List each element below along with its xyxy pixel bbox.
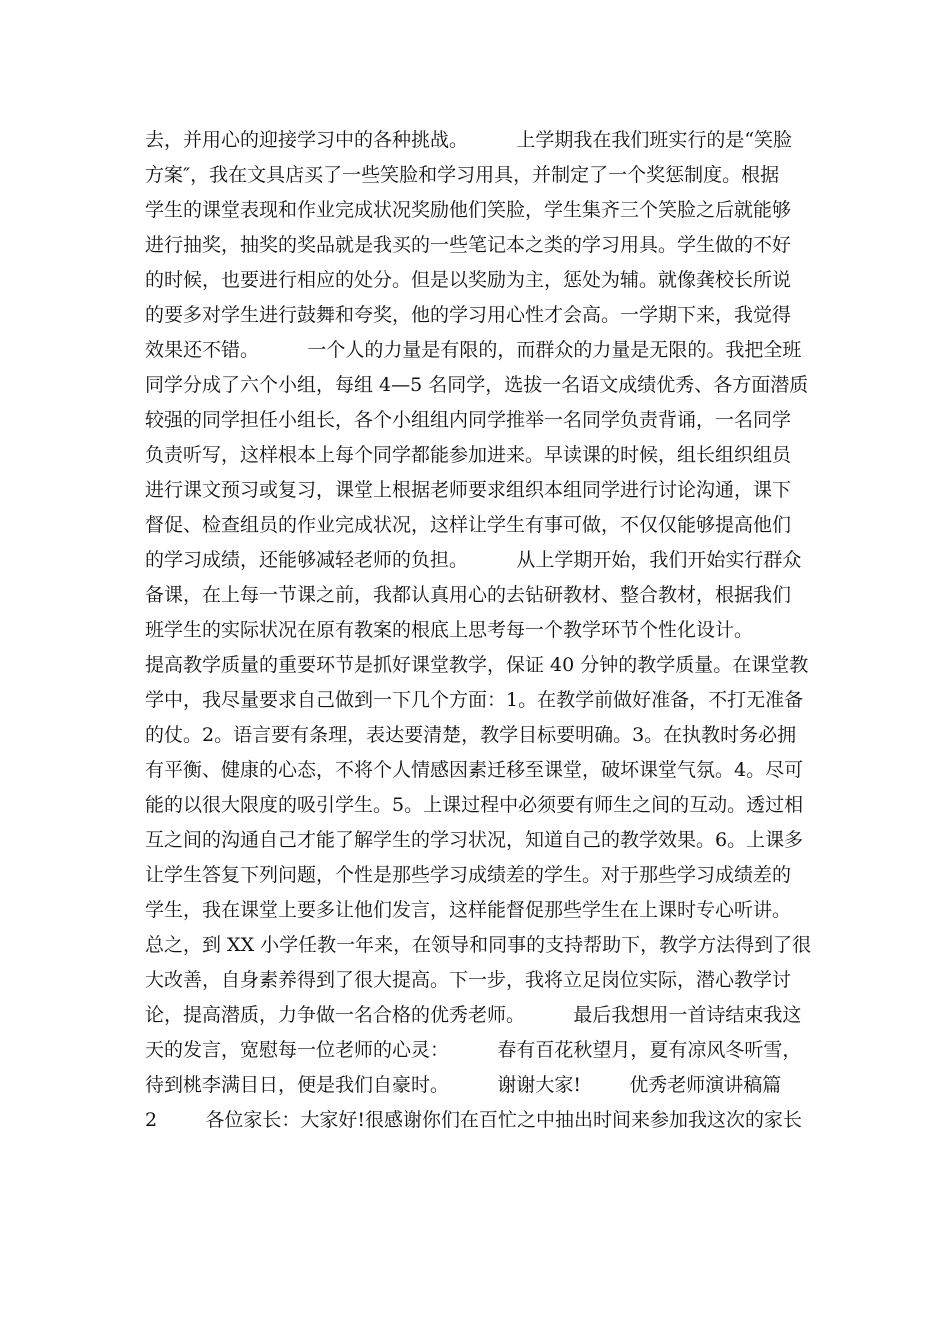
- text-line: 督促、检查组员的作业完成状况，这样让学生有事可做，不仅仅能够提高他们: [145, 514, 792, 536]
- text-line: 进行抽奖，抽奖的奖品就是我买的一些笔记本之类的学习用具。学生做的不好: [145, 234, 792, 256]
- text-line: 进行课文预习或复习，课堂上根据老师要求组织本组同学进行讨论沟通，课下: [145, 479, 792, 501]
- text-line: 论，提高潜质，力争做一名合格的优秀老师。 最后我想用一首诗结束我这: [145, 1004, 802, 1026]
- text-line: 效果还不错。 一个人的力量是有限的，而群众的力量是无限的。我把全班: [145, 339, 802, 361]
- text-line: 同学分成了六个小组，每组 4—5 名同学，选拔一名语文成绩优秀、各方面潜质: [145, 374, 809, 396]
- text-line: 负责听写，这样根本上每个同学都能参加进来。早读课的时候，组长组织组员: [145, 444, 792, 466]
- text-line: 待到桃李满目日，便是我们自豪时。 谢谢大家! 优秀老师演讲稿篇: [145, 1074, 782, 1096]
- text-line: 学生，我在课堂上要多让他们发言，这样能督促那些学生在上课时专心听讲。: [145, 899, 792, 921]
- text-line: 学生的课堂表现和作业完成状况奖励他们笑脸，学生集齐三个笑脸之后就能够: [145, 199, 792, 221]
- text-line: 2 各位家长：大家好!很感谢你们在百忙之中抽出时间来参加我这次的家长: [145, 1109, 803, 1131]
- text-line: 总之，到 XX 小学任教一年来，在领导和同事的支持帮助下，教学方法得到了很: [145, 934, 812, 956]
- text-line: 有平衡、健康的心态，不将个人情感因素迁移至课堂，破坏课堂气氛。4。尽可: [145, 759, 804, 781]
- text-line: 提高教学质量的重要环节是抓好课堂教学，保证 40 分钟的教学质量。在课堂教: [145, 654, 809, 676]
- text-line: 学中，我尽量要求自己做到一下几个方面：1。在教学前做好准备，不打无准备: [145, 689, 804, 711]
- text-line: 让学生答复下列问题，个性是那些学习成绩差的学生。对于那些学习成绩差的: [145, 864, 792, 886]
- text-line: 天的发言，宽慰每一位老师的心灵： 春有百花秋望月，夏有凉风冬听雪，: [145, 1039, 802, 1061]
- text-line: 的时候，也要进行相应的处分。但是以奖励为主，惩处为辅。就像龚校长所说: [145, 269, 792, 291]
- text-line: 备课，在上每一节课之前，我都认真用心的去钻研教材、整合教材，根据我们: [145, 584, 792, 606]
- text-line: 互之间的沟通自己才能了解学生的学习状况，知道自己的教学效果。6。上课多: [145, 829, 804, 851]
- text-line: 较强的同学担任小组长，各个小组组内同学推举一名同学负责背诵，一名同学: [145, 409, 792, 431]
- text-line: 能的以很大限度的吸引学生。5。上课过程中必须要有师生之间的互动。透过相: [145, 794, 804, 816]
- text-line: 去，并用心的迎接学习中的各种挑战。 上学期我在我们班实行的是“笑脸: [145, 129, 793, 151]
- text-line: 的要多对学生进行鼓舞和夸奖，他的学习用心性才会高。一学期下来，我觉得: [145, 304, 792, 326]
- text-line: 大改善，自身素养得到了很大提高。下一步，我将立足岗位实际，潜心教学讨: [145, 969, 792, 991]
- text-line: 班学生的实际状况在原有教案的根底上思考每一个教学环节个性化设计。: [145, 619, 754, 641]
- text-line: 的学习成绩，还能够减轻老师的负担。 从上学期开始，我们开始实行群众: [145, 549, 802, 571]
- text-line: 方案″，我在文具店买了一些笑脸和学习用具，并制定了一个奖惩制度。根据: [145, 164, 780, 186]
- text-line: 的仗。2。语言要有条理，表达要清楚，教学目标要明确。3。在执教时务必拥: [145, 724, 797, 746]
